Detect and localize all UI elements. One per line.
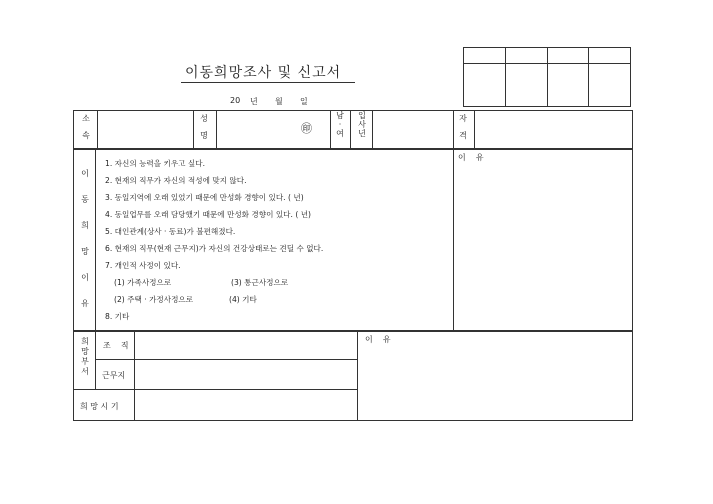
qualification-label: 자 격	[459, 114, 467, 140]
desired-dept-label: 희 망 부 서	[81, 337, 89, 376]
reason-item-7[interactable]: 7. 개인적 사정이 있다.	[105, 261, 181, 270]
document-title: 이동희망조사 및 신고서	[185, 65, 342, 81]
col-divider	[453, 110, 454, 148]
transfer-reason-side-label: 이 동 희 망 이 유	[81, 169, 89, 308]
date-month: 월	[275, 97, 283, 106]
approval-header-cell	[505, 48, 547, 64]
col-divider	[95, 330, 96, 389]
date-day: 일	[300, 97, 308, 106]
date-year: 년	[250, 97, 258, 106]
row-divider	[73, 148, 633, 150]
qualification-field[interactable]	[475, 111, 631, 147]
reason-item-2[interactable]: 2. 현재의 직무가 자신의 적성에 맞지 않다.	[105, 176, 247, 185]
organization-label: 조 직	[103, 341, 129, 350]
hire-year-field[interactable]	[373, 111, 452, 147]
work-location-label: 근무지	[102, 371, 126, 380]
approval-sign-cell[interactable]	[464, 64, 506, 107]
gender-label[interactable]: 남 · 여	[336, 111, 344, 138]
reason-detail-label: 이 유	[458, 153, 484, 162]
col-divider	[350, 110, 351, 148]
reason-item-6[interactable]: 6. 현재의 직무(현재 근무지)가 자신의 건강상태로는 견딜 수 없다.	[105, 244, 324, 253]
reason-item-3[interactable]: 3. 동일지역에 오래 있었기 때문에 만성화 경향이 있다. ( 년)	[105, 193, 304, 202]
date-year-prefix: 20	[230, 96, 241, 105]
name-field[interactable]	[217, 111, 329, 147]
desired-reason-label: 이 유	[365, 335, 391, 344]
affiliation-label: 소 속	[82, 114, 90, 140]
hire-year-label: 입 사 년	[358, 111, 366, 138]
affiliation-field[interactable]	[98, 111, 192, 147]
reason-item-1[interactable]: 1. 자신의 능력을 키우고 싶다.	[105, 159, 206, 168]
col-divider	[193, 110, 194, 148]
reason-subitem-1[interactable]: (1) 가족사정으로	[114, 278, 172, 287]
reason-subitem-3[interactable]: (3) 통근사정으로	[231, 278, 289, 287]
col-divider	[95, 148, 96, 330]
approval-stamp-table	[463, 47, 631, 107]
reason-item-4[interactable]: 4. 동일업무를 오래 담당했기 때문에 만성화 경향이 있다. ( 년)	[105, 210, 312, 219]
name-label: 성 명	[200, 114, 208, 140]
desired-reason-field[interactable]	[358, 344, 631, 419]
organization-field[interactable]	[135, 331, 356, 358]
desired-timing-field[interactable]	[135, 390, 356, 419]
approval-header-cell	[589, 48, 631, 64]
approval-header-cell	[547, 48, 589, 64]
title-underline	[181, 82, 355, 83]
seal-mark: ㊞	[301, 122, 312, 135]
work-location-field[interactable]	[135, 360, 356, 388]
col-divider	[330, 110, 331, 148]
desired-timing-label: 희 망 시 기	[80, 402, 119, 411]
approval-header-cell	[464, 48, 506, 64]
approval-sign-cell[interactable]	[547, 64, 589, 107]
approval-sign-cell[interactable]	[589, 64, 631, 107]
reason-subitem-2[interactable]: (2) 주택 · 가정사정으로	[114, 295, 194, 304]
approval-sign-cell[interactable]	[505, 64, 547, 107]
reason-detail-field[interactable]	[454, 162, 631, 328]
reason-subitem-4[interactable]: (4) 기타	[229, 295, 257, 304]
reason-item-8[interactable]: 8. 기타	[105, 312, 130, 321]
reason-item-5[interactable]: 5. 대인관계(상사 · 동료)가 불편해졌다.	[105, 227, 236, 236]
